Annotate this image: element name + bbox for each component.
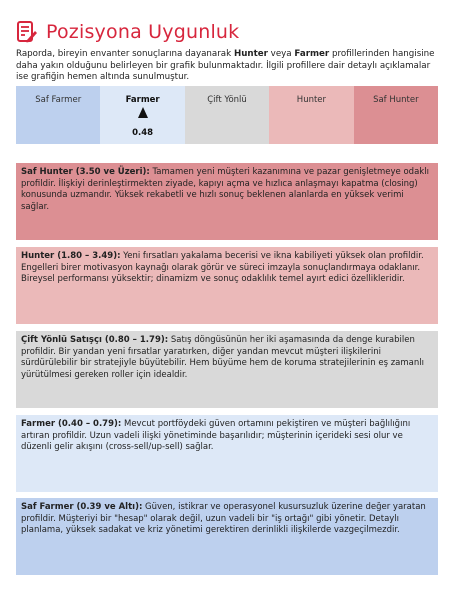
document-edit-icon <box>16 20 38 44</box>
scale-segment-label: Hunter <box>296 95 327 105</box>
scale-segment <box>185 86 269 144</box>
triangle-up-icon <box>138 107 148 118</box>
profile-card <box>16 415 438 492</box>
profile-card-text: Tamamen yeni müşteri kazanımına ve pazar genişletmeye odaklı profildir. İlişkiyi derinleştirmekten ziyade, kapıyı açma ve hızlıca anlaşmayı kapatma (closing) konusunda uzmandır. Yüksek rekabetli ve hızlı sonuç beklenen alanlarda en yüksek verimi sağlar. <box>21 167 429 212</box>
scale-segment <box>100 86 184 144</box>
profile-card-title: Hunter (1.80 – 3.49): <box>21 251 121 261</box>
profile-card <box>16 247 438 324</box>
scale-segment-label: Saf Farmer <box>35 95 82 105</box>
intro-hunter: Hunter <box>233 49 268 59</box>
profile-card <box>16 163 438 240</box>
profile-card <box>16 331 438 408</box>
scale-segment-label: Çift Yönlü <box>207 95 247 105</box>
profile-card-text: Mevcut portföydeki güven ortamını pekiştiren ve müşteri bağlılığını artıran profildir. Uzun vadeli ilişki yönetiminde başarılıdır; müşterinin içerideki sesi olur ve düzenli gelir akışını (cross-sell/up-sell) sağlar. <box>21 419 411 452</box>
scale-segment <box>269 86 353 144</box>
profile-card-text: Güven, istikrar ve operasyonel kusursuzluk üzerine değer yaratan profildir. Müşteriyi bir "hesap" olarak değil, uzun vadeli bir "iş ortağı" gibi yönetir. Detaylı planlama, yüksek sadakat ve kriz yönetimi gerektiren derinlikli ilişkilerde vazgeçilmezdir. <box>21 502 426 535</box>
intro-text-2: veya <box>267 49 295 59</box>
profile-card-title: Saf Farmer (0.39 ve Altı): <box>21 502 143 512</box>
intro-farmer: Farmer <box>294 49 330 59</box>
profile-card-title: Saf Hunter (3.50 ve Üzeri): <box>21 167 150 177</box>
score-value: 0.48 <box>132 128 154 138</box>
profile-card-text: Satış döngüsünün her iki aşamasında da denge kurabilen profildir. Bir yandan yeni fırsatlar yaratırken, diğer yandan mevcut müşteri ilişkilerini sürdürülebilir bir stratejiyle büyütebilir. Hem büyüme hem de koruma stratejilerinin eş zamanlı yürütülmesi gereken roller için idealdir. <box>21 335 424 380</box>
intro-text-1: Raporda, bireyin envanter sonuçlarına dayanarak <box>16 49 234 59</box>
page-title: Pozisyona Uygunluk <box>46 21 240 43</box>
scale-segment-label: Saf Hunter <box>373 95 419 105</box>
profile-card-title: Farmer (0.40 – 0.79): <box>21 419 122 429</box>
profile-scale <box>16 86 438 144</box>
profile-card-title: Çift Yönlü Satışçı (0.80 – 1.79): <box>21 335 169 345</box>
scale-segment-label: Farmer <box>125 95 160 105</box>
intro-paragraph <box>16 49 440 84</box>
intro-text-3: profillerinden hangisine daha yakın olduğunu belirleyen bir grafik bulunmaktadır. İlgili profillere dair detaylı açıklamalar ise grafiğin hemen altında sunulmuştur. <box>16 49 435 82</box>
page-header <box>16 18 239 46</box>
scale-segment <box>354 86 438 144</box>
scale-segment <box>16 86 100 144</box>
profile-card <box>16 498 438 575</box>
profile-card-text: Yeni fırsatları yakalama becerisi ve ikna kabiliyeti yüksek olan profildir. Engelleri birer motivasyon kaynağı olarak görür ve süreci imzayla sonuçlandırmaya odaklanır. Bireysel performansı yüksektir; dinamizm ve sonuç odaklılık temel ayırt edici özellikleridir. <box>21 251 424 284</box>
